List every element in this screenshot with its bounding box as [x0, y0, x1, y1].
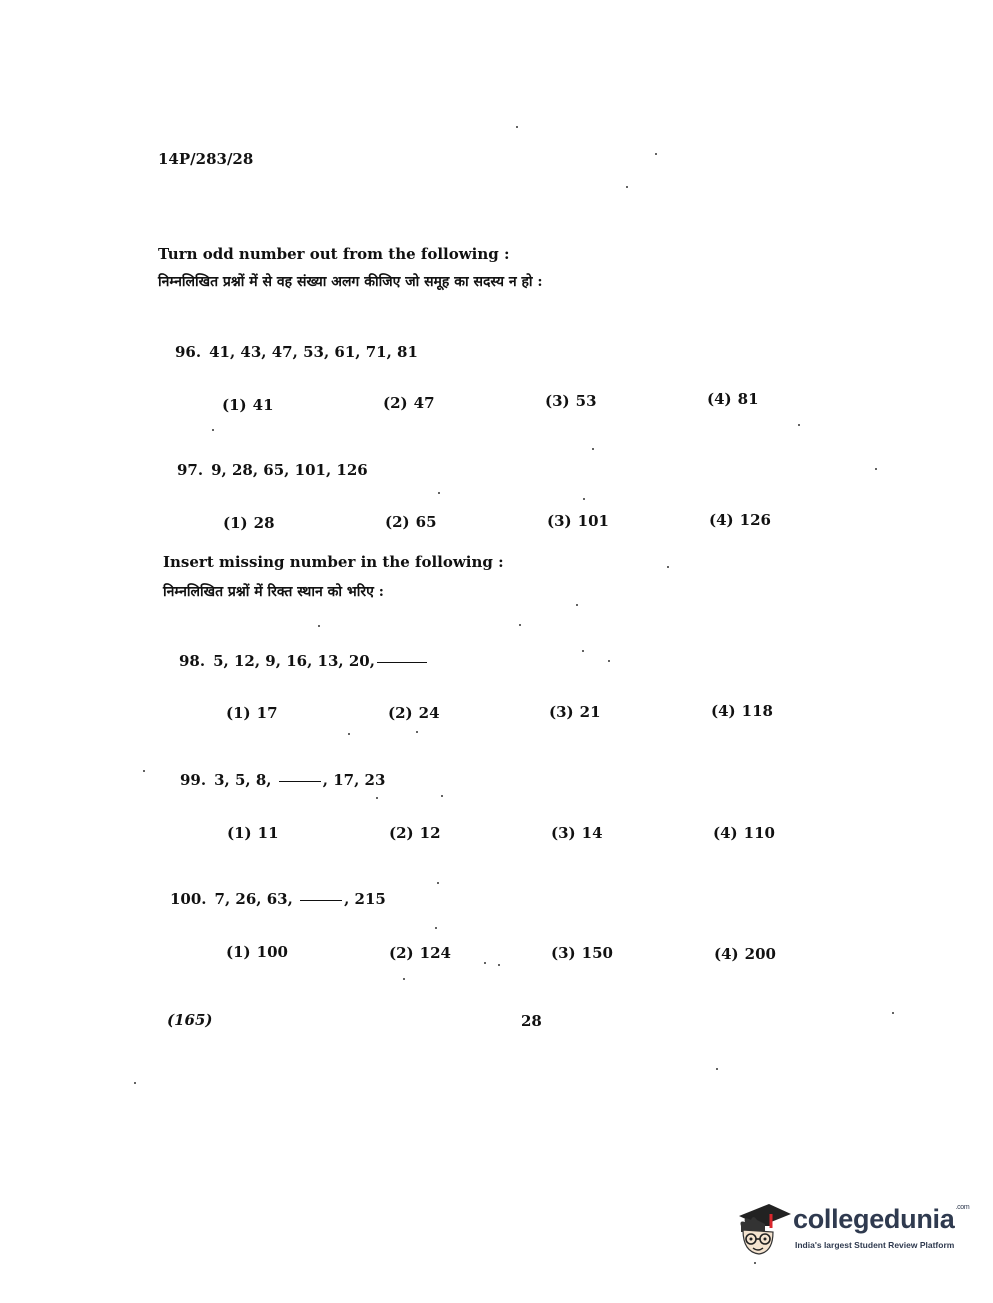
question-number: 96. [175, 343, 202, 361]
logo-wordmark: collegedunia$^{.com}$ [793, 1204, 970, 1234]
q98-option-3: (3) 21 [549, 703, 601, 721]
question-text: 9, 28, 65, 101, 126 [211, 461, 368, 479]
q96-option-3: (3) 53 [545, 392, 597, 410]
paper-code: 14P/283/28 [158, 150, 254, 168]
question-text: 5, 12, 9, 16, 13, 20, [213, 652, 375, 670]
student-face-graduation-cap-icon [735, 1198, 793, 1258]
question-text: 41, 43, 47, 53, 61, 71, 81 [209, 343, 418, 361]
question-100: 100. 7, 26, 63, , 215 [170, 890, 386, 908]
collegedunia-logo [735, 1198, 970, 1260]
q96-option-4: (4) 81 [707, 390, 759, 408]
q98-option-1: (1) 17 [226, 704, 278, 722]
q97-option-3: (3) 101 [547, 512, 609, 530]
q96-option-1: (1) 41 [222, 396, 274, 414]
question-number: 97. [177, 461, 204, 479]
q100-option-2: (2) 124 [389, 944, 451, 962]
q100-option-4: (4) 200 [714, 945, 776, 963]
q99-option-2: (2) 12 [389, 824, 441, 842]
q98-option-2: (2) 24 [388, 704, 440, 722]
question-99: 99. 3, 5, 8, , 17, 23 [180, 771, 386, 789]
page-number: 28 [521, 1012, 542, 1030]
answer-blank [300, 900, 342, 901]
q99-option-1: (1) 11 [227, 824, 279, 842]
q96-option-2: (2) 47 [383, 394, 435, 412]
answer-blank [377, 662, 427, 663]
q100-option-3: (3) 150 [551, 944, 613, 962]
instruction-odd-one-out-hi: निम्नलिखित प्रश्नों में से वह संख्या अलग कीजिए जो समूह का सदस्य न हो : [158, 274, 543, 290]
question-98 [179, 652, 429, 670]
q97-option-4: (4) 126 [709, 511, 771, 529]
question-number: 98. [179, 652, 206, 670]
question-96 [175, 343, 418, 361]
q97-option-2: (2) 65 [385, 513, 437, 531]
q99-option-3: (3) 14 [551, 824, 603, 842]
question-97 [177, 461, 368, 479]
instruction-missing-number-en: Insert missing number in the following : [163, 553, 504, 571]
footer-code: (165) [167, 1011, 213, 1029]
q98-option-4: (4) 118 [711, 702, 773, 720]
q99-option-4: (4) 110 [713, 824, 775, 842]
logo-tagline: India's largest Student Review Platform [795, 1240, 955, 1250]
instruction-odd-one-out-en: Turn odd number out from the following : [158, 245, 510, 263]
q100-option-1: (1) 100 [226, 943, 288, 961]
instruction-missing-number-hi: निम्नलिखित प्रश्नों में रिक्त स्थान को भरिए : [163, 584, 384, 600]
question-number: 100. [170, 890, 207, 908]
q97-option-1: (1) 28 [223, 514, 275, 532]
answer-blank [279, 781, 321, 782]
question-number: 99. [180, 771, 207, 789]
